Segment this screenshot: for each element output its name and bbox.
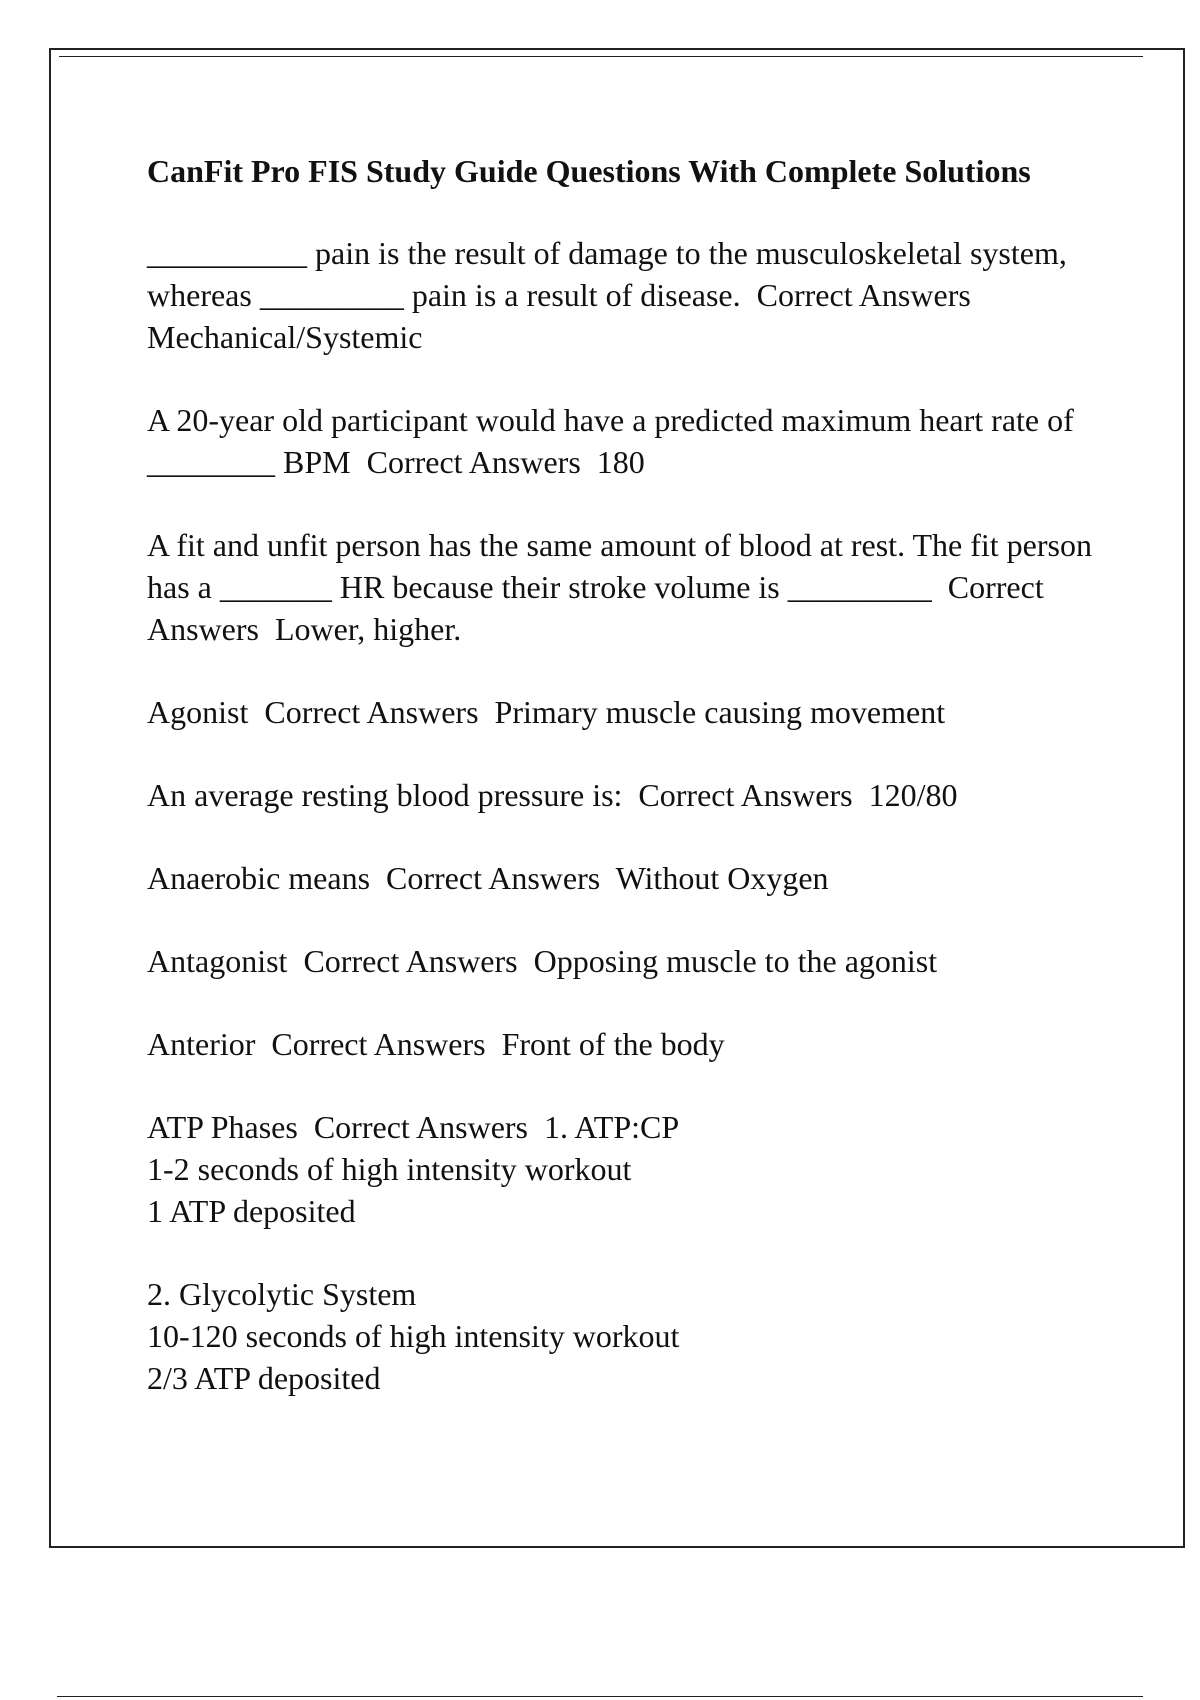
qa-entry-resting-blood-pressure: An average resting blood pressure is: Correct Answers 120/80 xyxy=(147,777,958,813)
bottom-rule xyxy=(57,1696,1143,1697)
document-body xyxy=(147,150,1100,1440)
qa-entry-glycolytic-system: 2. Glycolytic System 10-120 seconds of high intensity workout 2/3 ATP deposited xyxy=(147,1276,680,1396)
document-title: CanFit Pro FIS Study Guide Questions With Complete Solutions xyxy=(147,153,1031,189)
qa-entry-mechanical-systemic-pain: __________ pain is the result of damage to the musculoskeletal system, whereas _________ pain is a result of disease. Correct Answers Mechanical/Systemic xyxy=(147,235,1075,355)
top-rule xyxy=(59,56,1143,57)
qa-entry-anterior: Anterior Correct Answers Front of the body xyxy=(147,1026,725,1062)
qa-entry-fit-unfit-hr: A fit and unfit person has the same amount of blood at rest. The fit person has a _______ HR because their stroke volume is _________ Correct Answers Lower, higher. xyxy=(147,527,1100,647)
qa-entry-anaerobic: Anaerobic means Correct Answers Without Oxygen xyxy=(147,860,829,896)
qa-entry-atp-phases: ATP Phases Correct Answers 1. ATP:CP 1-2 seconds of high intensity workout 1 ATP deposited xyxy=(147,1109,680,1229)
page-frame xyxy=(49,48,1185,1548)
qa-entry-agonist: Agonist Correct Answers Primary muscle causing movement xyxy=(147,694,946,730)
qa-entry-antagonist: Antagonist Correct Answers Opposing muscle to the agonist xyxy=(147,943,938,979)
qa-entry-max-heart-rate: A 20-year old participant would have a predicted maximum heart rate of ________ BPM Correct Answers 180 xyxy=(147,402,1082,480)
